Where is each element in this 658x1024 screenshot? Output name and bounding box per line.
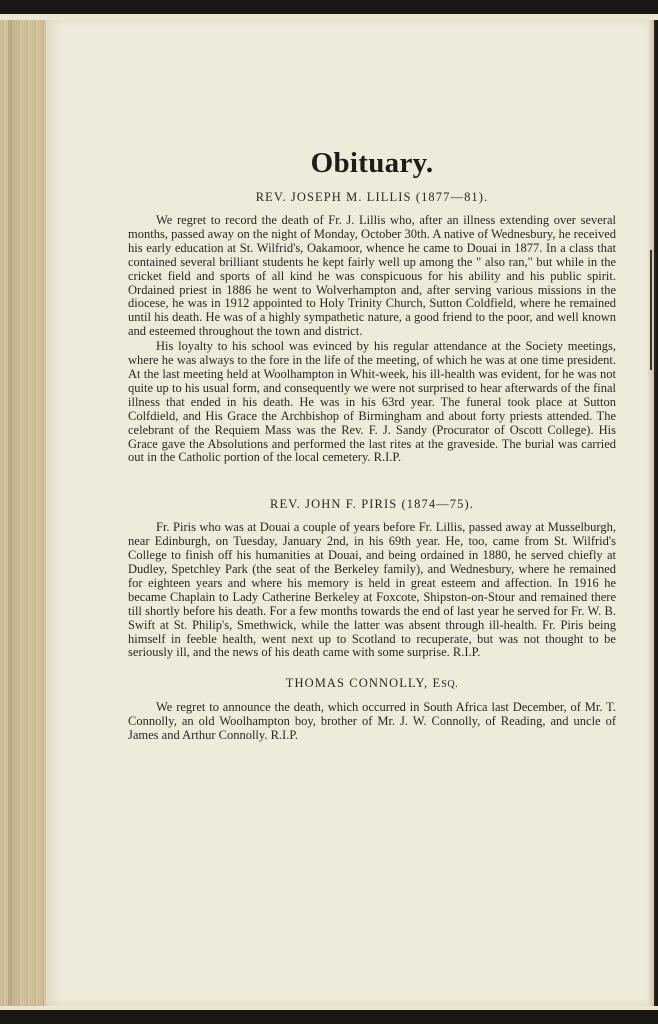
page-edge-mark bbox=[650, 250, 652, 370]
section-heading bbox=[128, 676, 616, 692]
heading-name: THOMAS CONNOLLY, E bbox=[285, 676, 442, 691]
right-page-edge bbox=[648, 20, 658, 1006]
paragraph: We regret to announce the death, which occurred in South Africa last December, of Mr. T. Connolly, an old Woolhampton boy, brother of Mr. J. W. Connolly, of Reading, and uncle of James and Arthur Connolly. R.I.P. bbox=[128, 700, 616, 743]
paragraph: Fr. Piris who was at Douai a couple of years before Fr. Lillis, passed away at Musselburgh, near Edinburgh, on Tuesday, January 2nd, in his 69th year. He, too, came from St. Wilfrid's College to finish off his humanities at Douai, and being ordained in 1880, he served chiefly at Dudley, Spetchley Park (the seat of the Berkeley family), and Wednesbury, where he remained for eighteen years and where his memory is held in great esteem and affection. In 1916 he became Chaplain to Lady Catherine Berkeley at Foxcote, Shipston-on-Stour and remained there till shortly before his death. For a few months towards the end of last year he served for Fr. W. B. Swift at St. Philip's, Smethwick, while the latter was absent through ill-health. Fr. Piris being himself in feeble health, went next up to Scotland to recuperate, but was not thought to be seriously ill, and the news of his death came with some surprise. R.I.P. bbox=[128, 520, 616, 660]
obituary-connolly bbox=[128, 676, 616, 743]
obituary-lillis bbox=[128, 190, 616, 465]
section-heading: REV. JOSEPH M. LILLIS (1877—81). bbox=[255, 190, 489, 204]
heading-suffix: SQ. bbox=[441, 679, 459, 691]
page-title: Obituary. bbox=[310, 147, 434, 179]
obituary-content bbox=[128, 146, 616, 743]
paragraph: We regret to record the death of Fr. J. Lillis who, after an illness extending over several months, passed away on the night of Monday, October 30th. A native of Wednesbury, he received his early education at St. Wilfrid's, Oakamoor, whence he came to Douai in 1877. In a class that contained several brilliant students he kept fairly well up among the " also ran," but while in the cricket field and sports of all kind he was conspicuous for his ability and his public spirit. Ordained priest in 1886 he went to Wolverhampton and, after serving various missions in the diocese, he was in 1912 appointed to Holy Trinity Church, Sutton Coldfield, where he remained until his death. He was of a highly sympathetic nature, a good friend to the poor, and well known and esteemed throughout the town and district. bbox=[128, 213, 616, 339]
section-heading: REV. JOHN F. PIRIS (1874—75). bbox=[270, 497, 474, 512]
obituary-piris bbox=[128, 497, 616, 660]
paragraph: His loyalty to his school was evinced by his regular attendance at the Society meetings, where he was always to the fore in the life of the meeting, of which he was at one time president. At the last meeting held at Woolhampton in Whit-week, his ill-health was evident, for he was not quite up to his usual form, and consequently we were not surprised to hear afterwards of the final illness that ended in his death. He was in his 63rd year. The funeral took place at Sutton Colfdield, and His Grace the Archbishop of Birmingham and about forty priests attended. The celebrant of the Requiem Mass was the Rev. F. J. Sandy (Procurator of Oscott College). His Grace gave the Absolutions and performed the last rites at the graveside. The burial was carried out in the Catholic portion of the local cemetery. R.I.P. bbox=[128, 339, 616, 465]
section-spacer bbox=[128, 465, 616, 497]
section-spacer bbox=[128, 660, 616, 676]
book-page-edges bbox=[0, 20, 47, 1006]
